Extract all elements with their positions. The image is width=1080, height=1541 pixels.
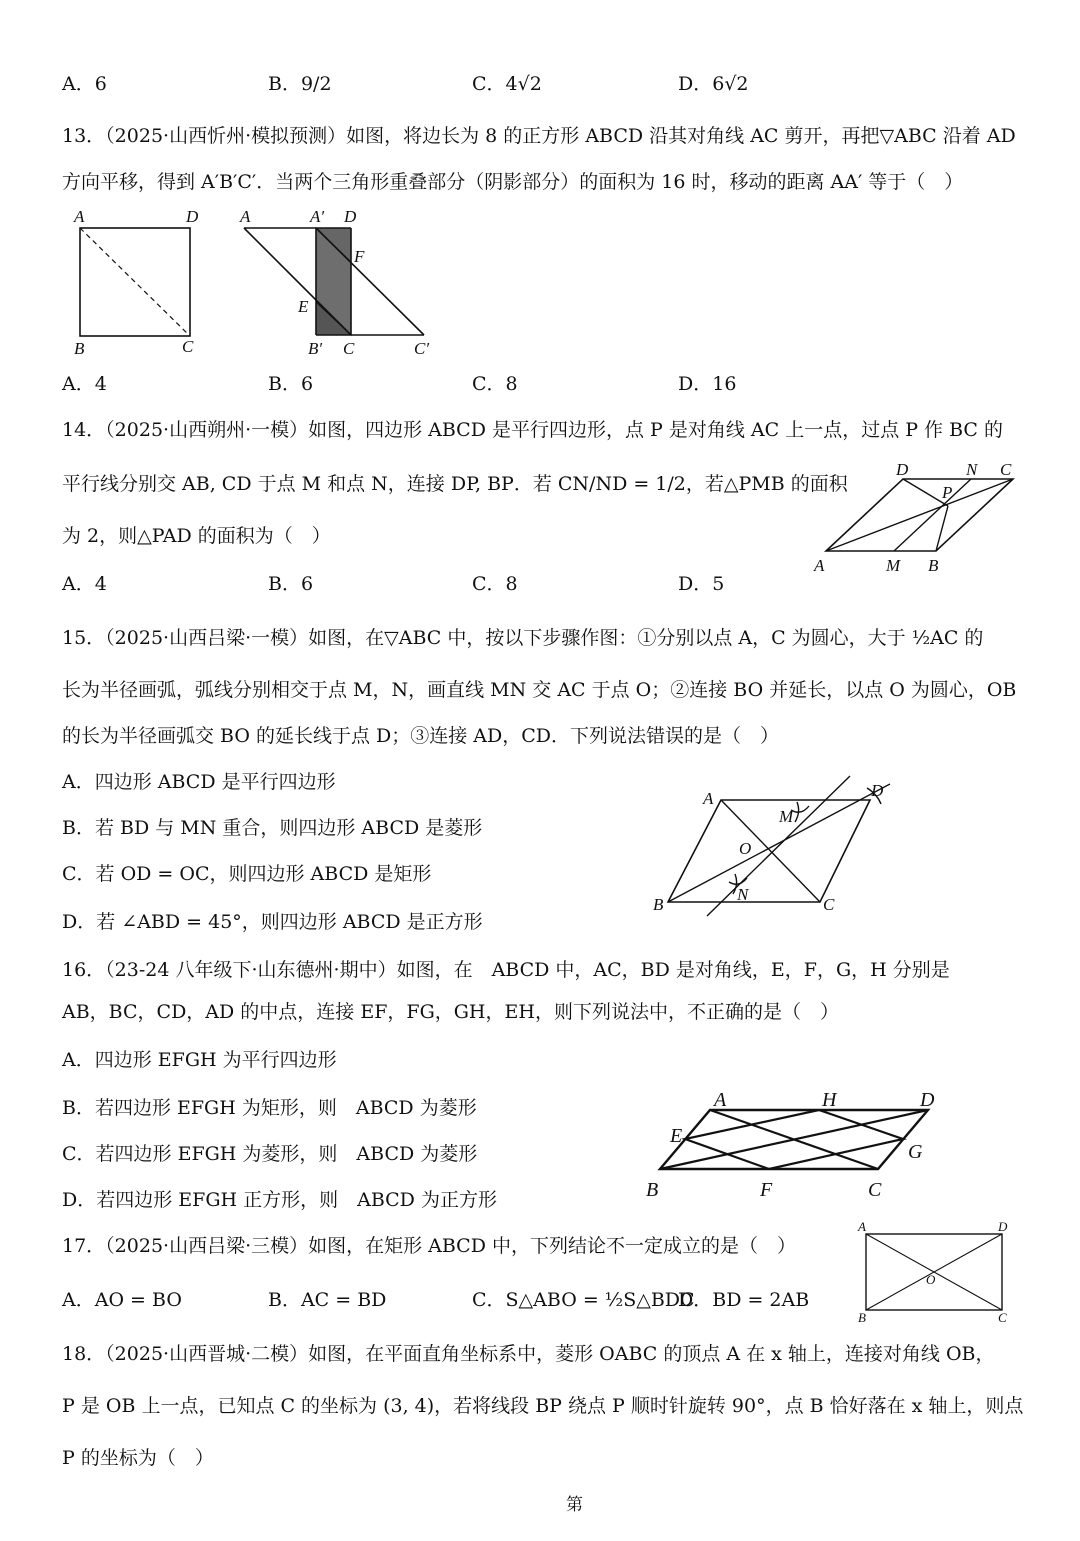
q13-text-line-1: 13．（2025·山西忻州·模拟预测）如图，将边长为 8 的正方形 ABCD 沿其对角线 AC 剪开，再把▽ABC 沿着 AD: [62, 125, 1016, 147]
q13-f1-label-d: D: [186, 207, 199, 226]
q16-option-d: D．若四边形 EFGH 正方形，则 ABCD 为正方形: [62, 1189, 497, 1211]
q12-option-d: D．6√2: [678, 73, 749, 95]
q14-option-a: A．4: [62, 573, 107, 595]
q15-label-o: O: [739, 839, 752, 858]
q16-option-b: B．若四边形 EFGH 为矩形，则 ABCD 为菱形: [62, 1097, 477, 1119]
q15-option-a: A．四边形 ABCD 是平行四边形: [62, 771, 336, 793]
q13-f2-label-a-prime: A′: [310, 207, 325, 226]
q12-option-a: A．6: [62, 73, 107, 95]
q14-option-c: C．8: [472, 573, 518, 595]
q17-label-a: A: [858, 1219, 866, 1234]
q13-text-line-2: 方向平移，得到 A′B′C′．当两个三角形重叠部分（阴影部分）的面积为 16 时，移动的距离 AA′ 等于（ ）: [62, 171, 964, 193]
q15-label-d: D: [871, 781, 884, 800]
q13-option-d: D．16: [678, 373, 737, 395]
q15-option-c: C．若 OD = OC，则四边形 ABCD 是矩形: [62, 863, 432, 885]
q14-label-a: A: [814, 556, 825, 575]
q14-label-p: P: [942, 483, 953, 502]
q14-label-b: B: [928, 556, 939, 575]
q13-f2-label-f: F: [354, 247, 365, 266]
q13-f2-label-b-prime: B′: [308, 339, 323, 358]
q17-option-c: C．S△ABO = ½S△BDC: [472, 1289, 695, 1311]
q14-label-c: C: [1000, 460, 1012, 479]
q15-option-d: D．若 ∠ABD = 45°，则四边形 ABCD 是正方形: [62, 911, 483, 933]
q14-option-d: D．5: [678, 573, 725, 595]
q13-figure-translated: [236, 200, 446, 360]
q14-text-line-1: 14．（2025·山西朔州·一模）如图，四边形 ABCD 是平行四边形，点 P 是对角线 AC 上一点，过点 P 作 BC 的: [62, 419, 1003, 441]
q16-label-b: B: [646, 1179, 659, 1201]
q15-figure-construction: [645, 770, 925, 920]
q17-label-c: C: [998, 1310, 1007, 1325]
q13-option-b: B．6: [268, 373, 314, 395]
q15-text-line-3: 的长为半径画弧交 BO 的延长线于点 D；③连接 AD，CD．下列说法错误的是（ ）: [62, 725, 780, 747]
q15-text-line-2: 长为半径画弧，弧线分别相交于点 M，N，画直线 MN 交 AC 于点 O；②连接 BO 并延长，以点 O 为圆心，OB: [62, 679, 1017, 701]
q13-f1-label-c: C: [182, 337, 194, 356]
q17-option-b: B．AC = BD: [268, 1289, 387, 1311]
q16-label-h: H: [822, 1089, 837, 1111]
q16-label-c: C: [868, 1179, 882, 1201]
q16-label-g: G: [908, 1141, 923, 1163]
q16-label-a: A: [714, 1089, 727, 1111]
q15-label-b: B: [653, 895, 664, 914]
q18-text-line-1: 18．（2025·山西晋城·二模）如图，在平面直角坐标系中，菱形 OABC 的顶点 A 在 x 轴上，连接对角线 OB，: [62, 1343, 995, 1365]
q16-option-c: C．若四边形 EFGH 为菱形，则 ABCD 为菱形: [62, 1143, 478, 1165]
q16-text-line-2: AB，BC，CD，AD 的中点，连接 EF，FG，GH，EH，则下列说法中，不正确的是（ ）: [62, 1001, 839, 1023]
q15-label-n: N: [737, 885, 749, 904]
q13-f1-label-a: A: [74, 207, 85, 226]
q18-text-line-2: P 是 OB 上一点，已知点 C 的坐标为 (3, 4)，若将线段 BP 绕点 P 顺时针旋转 90°，点 B 恰好落在 x 轴上，则点: [62, 1395, 1024, 1417]
q13-option-a: A．4: [62, 373, 107, 395]
q13-figure-square: [60, 200, 220, 360]
q16-label-f: F: [760, 1179, 773, 1201]
q15-label-m: M: [779, 807, 794, 826]
q16-option-a: A．四边形 EFGH 为平行四边形: [62, 1049, 337, 1071]
q15-option-b: B．若 BD 与 MN 重合，则四边形 ABCD 是菱形: [62, 817, 483, 839]
q14-label-m: M: [886, 556, 901, 575]
q18-text-line-3: P 的坐标为（ ）: [62, 1447, 214, 1469]
q15-label-c: C: [823, 895, 835, 914]
q15-text-line-1: 15．（2025·山西吕梁·一模）如图，在▽ABC 中，按以下步骤作图：①分别以点 A，C 为圆心，大于 ½AC 的: [62, 627, 984, 649]
q17-text-line-1: 17．（2025·山西吕梁·三模）如图，在矩形 ABCD 中，下列结论不一定成立的是（ ）: [62, 1235, 796, 1257]
q12-option-b: B．9/2: [268, 73, 332, 95]
q14-figure-parallelogram: [808, 455, 1033, 580]
q13-option-c: C．8: [472, 373, 518, 395]
q17-option-a: A．AO = BO: [62, 1289, 182, 1311]
q12-option-c: C．4√2: [472, 73, 542, 95]
q16-figure-midpoints: [640, 1082, 950, 1207]
q17-figure-rectangle: [852, 1218, 1022, 1328]
q16-label-d: D: [920, 1089, 935, 1111]
q13-f2-label-e: E: [298, 297, 309, 316]
q16-label-e: E: [670, 1125, 683, 1147]
q17-option-d: D．BD = 2AB: [678, 1289, 810, 1311]
page-footer: 第: [566, 1495, 583, 1515]
q13-f1-label-b: B: [74, 339, 85, 358]
q14-option-b: B．6: [268, 573, 314, 595]
q15-label-a: A: [703, 789, 714, 808]
q13-f2-label-d: D: [344, 207, 357, 226]
q17-label-b: B: [858, 1310, 866, 1325]
q17-label-d: D: [998, 1219, 1008, 1234]
q16-text-line-1: 16．（23-24 八年级下·山东德州·期中）如图，在 ABCD 中，AC，BD 是对角线，E，F，G，H 分别是: [62, 959, 950, 981]
q13-f2-label-a: A: [240, 207, 251, 226]
q17-label-o: O: [926, 1272, 936, 1287]
q14-text-line-2: 平行线分别交 AB, CD 于点 M 和点 N，连接 DP, BP．若 CN/ND = 1/2，若△PMB 的面积: [62, 473, 848, 495]
q14-text-line-3: 为 2，则△PAD 的面积为（ ）: [62, 525, 331, 547]
q13-f2-label-c: C: [343, 339, 355, 358]
q14-label-n: N: [966, 460, 978, 479]
q14-label-d: D: [896, 460, 909, 479]
q13-f2-label-c-prime: C′: [414, 339, 430, 358]
